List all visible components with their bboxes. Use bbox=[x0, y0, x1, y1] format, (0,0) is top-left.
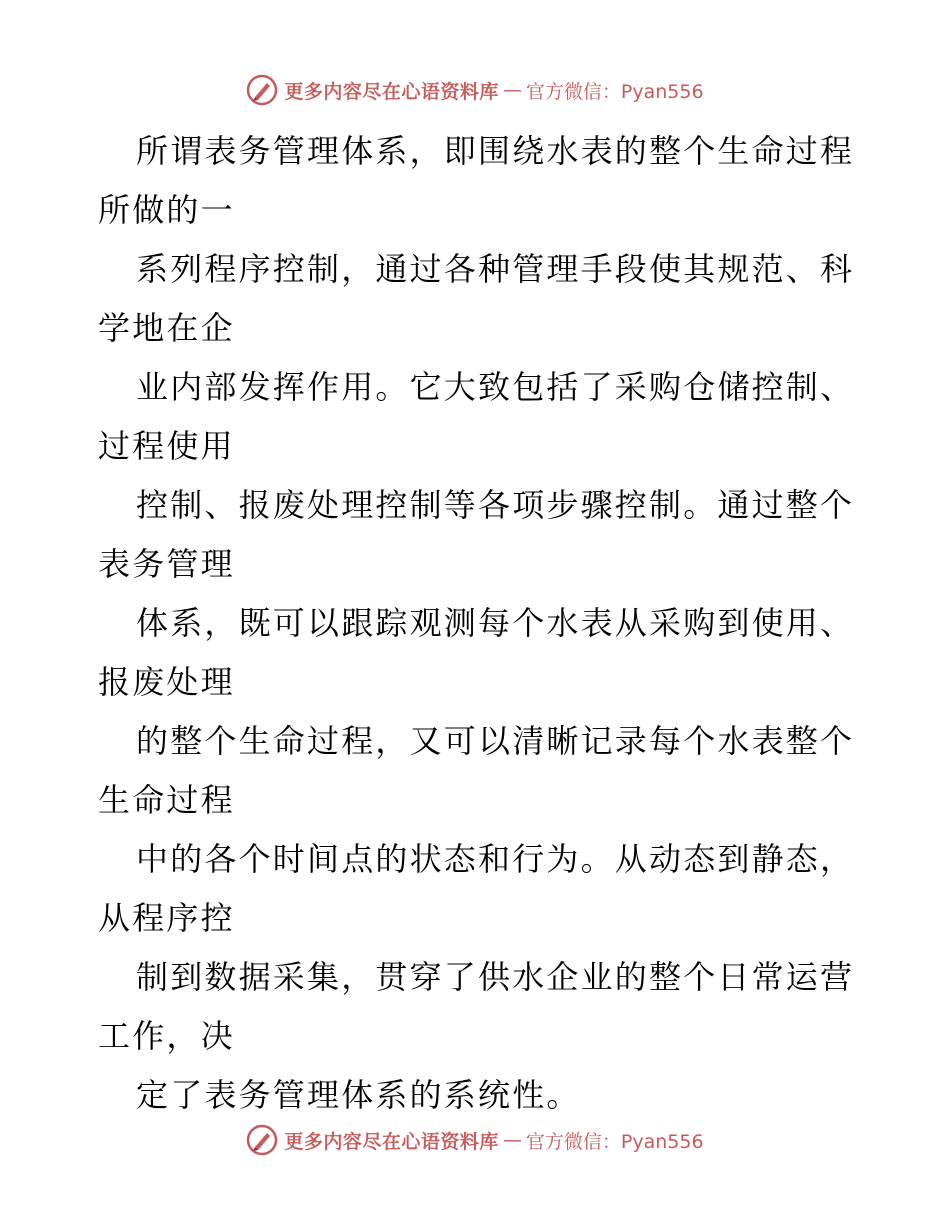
paragraph-line: 制到数据采集，贯穿了供水企业的整个日常运营 bbox=[136, 958, 855, 996]
paragraph-line: 从程序控 bbox=[98, 899, 235, 937]
paragraph-line: 学地在企 bbox=[98, 309, 235, 347]
paragraph-line: 系列程序控制，通过各种管理手段使其规范、科 bbox=[136, 250, 855, 288]
paragraph-line: 报废处理 bbox=[98, 663, 235, 701]
footer-banner-wechat: 官方微信：Pyan556 bbox=[525, 1130, 704, 1153]
paragraph-line: 体系，既可以跟踪观测每个水表从采购到使用、 bbox=[136, 604, 855, 642]
footer-banner bbox=[0, 1120, 950, 1160]
paragraph-line: 中的各个时间点的状态和行为。从动态到静态， bbox=[136, 840, 855, 878]
paragraph-line: 表务管理 bbox=[98, 545, 235, 583]
paragraph-line: 控制、报废处理控制等各项步骤控制。通过整个 bbox=[136, 486, 855, 524]
header-banner-text: 更多内容尽在心语资料库 bbox=[284, 80, 499, 103]
paragraph-line: 生命过程 bbox=[98, 781, 235, 819]
paragraph-line: 所做的一 bbox=[98, 191, 235, 229]
paragraph-line: 业内部发挥作用。它大致包括了采购仓储控制、 bbox=[136, 368, 855, 406]
header-banner-wechat: 官方微信：Pyan556 bbox=[525, 80, 704, 103]
paragraph-line: 的整个生命过程，又可以清晰记录每个水表整个 bbox=[136, 722, 855, 760]
footer-banner-separator: — bbox=[502, 1129, 522, 1151]
pen-logo-icon bbox=[246, 74, 278, 106]
paragraph-line: 工作，决 bbox=[98, 1017, 235, 1055]
pen-logo-icon bbox=[246, 1124, 278, 1156]
header-banner-separator: — bbox=[502, 79, 522, 101]
document-body bbox=[98, 122, 858, 1125]
header-banner bbox=[0, 70, 950, 110]
paragraph-line: 定了表务管理体系的系统性。 bbox=[136, 1076, 581, 1114]
paragraph-line: 所谓表务管理体系，即围绕水表的整个生命过程 bbox=[136, 132, 855, 170]
footer-banner-text: 更多内容尽在心语资料库 bbox=[284, 1130, 499, 1153]
paragraph-line: 过程使用 bbox=[98, 427, 235, 465]
